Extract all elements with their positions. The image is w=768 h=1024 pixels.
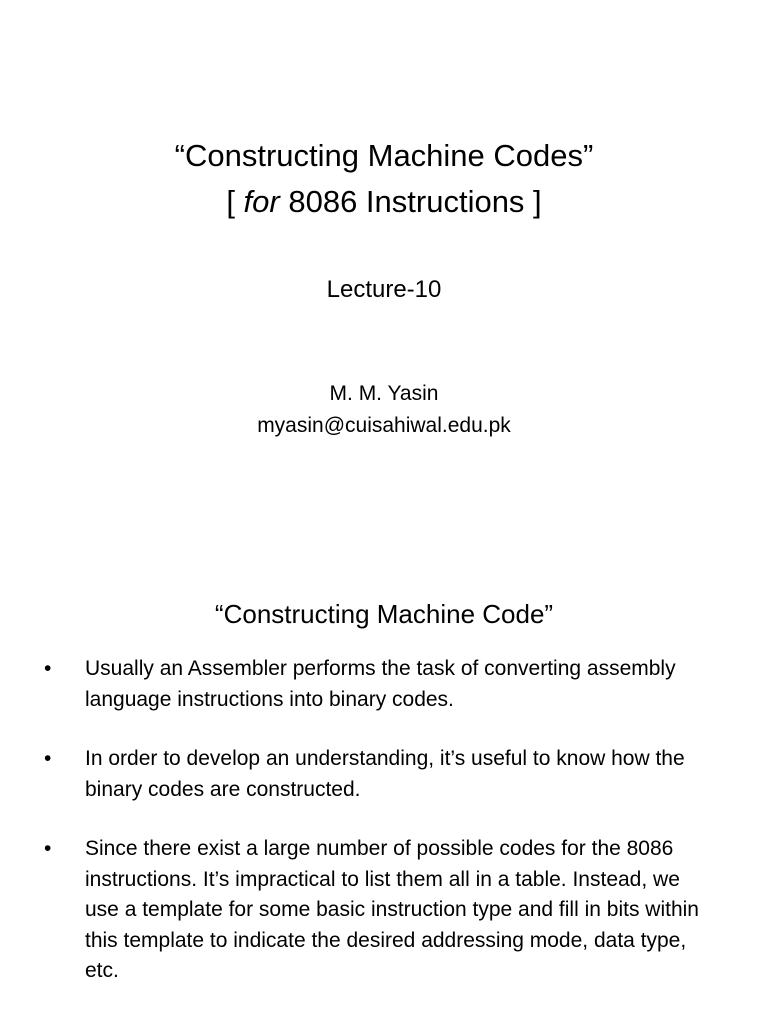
author-email: myasin@cuisahiwal.edu.pk [257, 414, 511, 437]
lecture-number: Lecture-10 [326, 276, 442, 303]
subtitle-rest: 8086 Instructions ] [279, 184, 542, 219]
subtitle-bracket-open: [ [226, 184, 244, 219]
bullet-icon: • [44, 747, 52, 770]
slide-heading: “Constructing Machine Code” [214, 599, 554, 629]
title-line-2 [0, 179, 768, 225]
bullet-item [0, 834, 768, 987]
subtitle-italic-word: for [243, 184, 280, 219]
bullet-item [0, 744, 768, 805]
slide-title [0, 133, 768, 225]
bullet-icon: • [44, 837, 52, 860]
author-name: M. M. Yasin [329, 382, 439, 405]
content-slide [0, 556, 768, 1024]
bullet-icon: • [44, 657, 52, 680]
bullet-text: Since there exist a large number of possible codes for the 8086 instructions. It’s impractical to list them all in a table. Instead, we use a template for some basic instruction type and fill in bits within this template to indicate the desired addressing mode, data type, etc. [85, 837, 699, 982]
bullet-text: In order to develop an understanding, it’s useful to know how the binary codes are constructed. [85, 747, 685, 801]
bullet-list [0, 654, 768, 1016]
bullet-item [0, 654, 768, 715]
title-line-1: “Constructing Machine Codes” [174, 138, 594, 173]
author-block [0, 378, 768, 442]
bullet-text: Usually an Assembler performs the task of converting assembly language instructions into binary codes. [85, 657, 676, 711]
